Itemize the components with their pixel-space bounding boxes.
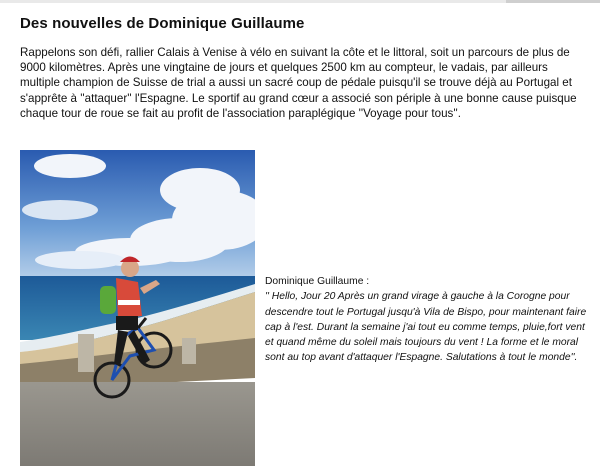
- caption-quote: '' Hello, Jour 20 Après un grand virage à gauche à la Corogne pour descendre tout le Portugal jusqu'à Vila de Bispo, pour maintenant faire cap à l'est. Durant la semaine j'ai tout eu comme temps, pluie,fort vent et quand même du soleil mais toujours du vent ! La forme et le moral sont au top avant d'attaquer l'Espagne. Salutations à tout le monde''.: [265, 291, 587, 364]
- article-intro-paragraph: Rappelons son défi, rallier Calais à Venise à vélo en suivant la côte et le littoral, soit un parcours de plus de 9000 kilomètres. Après une vingtaine de jours et quelques 2500 km au compteur, le vadais, par ailleurs multiple champion de Suisse de trial a aussi un sacré coup de pédale puisqu'il se trouve déjà au Portugal et s'apprête à ''attaquer'' l'Espagne. Le sportif au grand cœur a associé son périple à une bonne cause puisque chaque tour de roue se fait au profit de l'association paraplégique ''Voyage pour tous''.: [20, 46, 577, 120]
- road-shape: [20, 382, 255, 466]
- page-corner-mark: [506, 0, 600, 3]
- stone-post-left: [78, 334, 94, 372]
- stone-post-right: [182, 338, 196, 364]
- cyclist-photo: [20, 150, 255, 466]
- photo-caption: [265, 274, 590, 366]
- article-title: Des nouvelles de Dominique Guillaume: [20, 15, 305, 32]
- caption-author: Dominique Guillaume :: [265, 276, 370, 287]
